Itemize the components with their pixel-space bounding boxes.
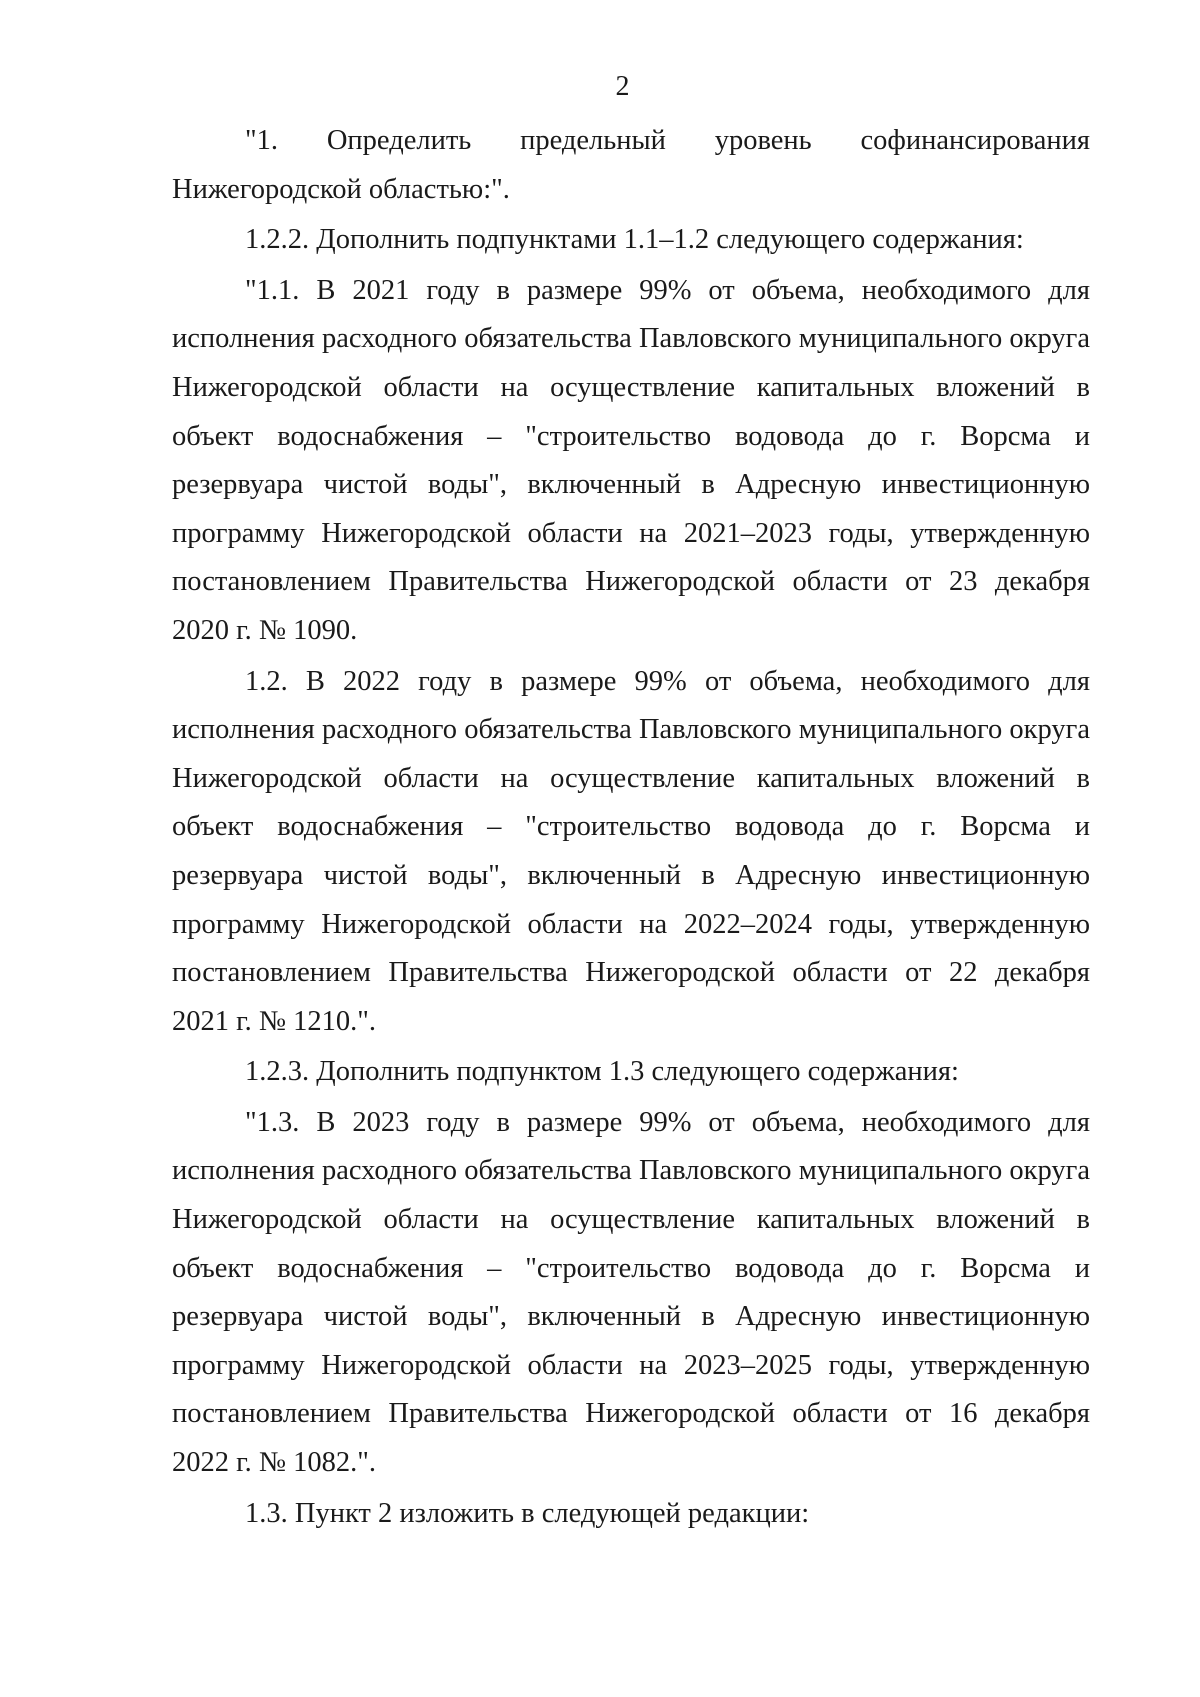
paragraph-amendment-1-2-3: 1.2.3. Дополнить подпунктом 1.3 следующего содержания: [245, 1056, 959, 1088]
paragraph-cofinancing-level: "1. Определить предельный уровень софинансирования Нижегородской областью:". [172, 125, 1098, 205]
paragraph-subitem-1-1: "1.1. В 2021 году в размере 99% от объема, необходимого для исполнения расходного обязательства Павловского муниципального округа Нижегородской области на осуществление капитальных вложений в объект водоснабжения – "строительство водовода до г. Ворсма и резервуара чистой воды", включенный в Адресную инвестиционную программу Нижегородской области на 2021–2023 годы, утвержденную постановлением Правительства Нижегородской области от 23 декабря 2020 г. № 1090. [172, 274, 1090, 646]
paragraph-amendment-1-2-2: 1.2.2. Дополнить подпунктами 1.1–1.2 следующего содержания: [245, 224, 1024, 256]
paragraph-subitem-1-3: "1.3. В 2023 году в размере 99% от объема, необходимого для исполнения расходного обязательства Павловского муниципального округа Нижегородской области на осуществление капитальных вложений в объект водоснабжения – "строительство водовода до г. Ворсма и резервуара чистой воды", включенный в Адресную инвестиционную программу Нижегородской области на 2023–2025 годы, утвержденную постановлением Правительства Нижегородской области от 16 декабря 2022 г. № 1082.". [172, 1106, 1090, 1479]
paragraph-subitem-1-2: 1.2. В 2022 году в размере 99% от объема, необходимого для исполнения расходного обязательства Павловского муниципального округа Нижегородской области на осуществление капитальных вложений в объект водоснабжения – "строительство водовода до г. Ворсма и резервуара чистой воды", включенный в Адресную инвестиционную программу Нижегородской области на 2022–2024 годы, утвержденную постановлением Правительства Нижегородской области от 22 декабря 2021 г. № 1210.". [172, 665, 1090, 1037]
document-body [172, 117, 1098, 1538]
paragraph-amendment-1-3: 1.3. Пункт 2 изложить в следующей редакции: [245, 1497, 810, 1529]
page-number: 2 [615, 71, 630, 102]
